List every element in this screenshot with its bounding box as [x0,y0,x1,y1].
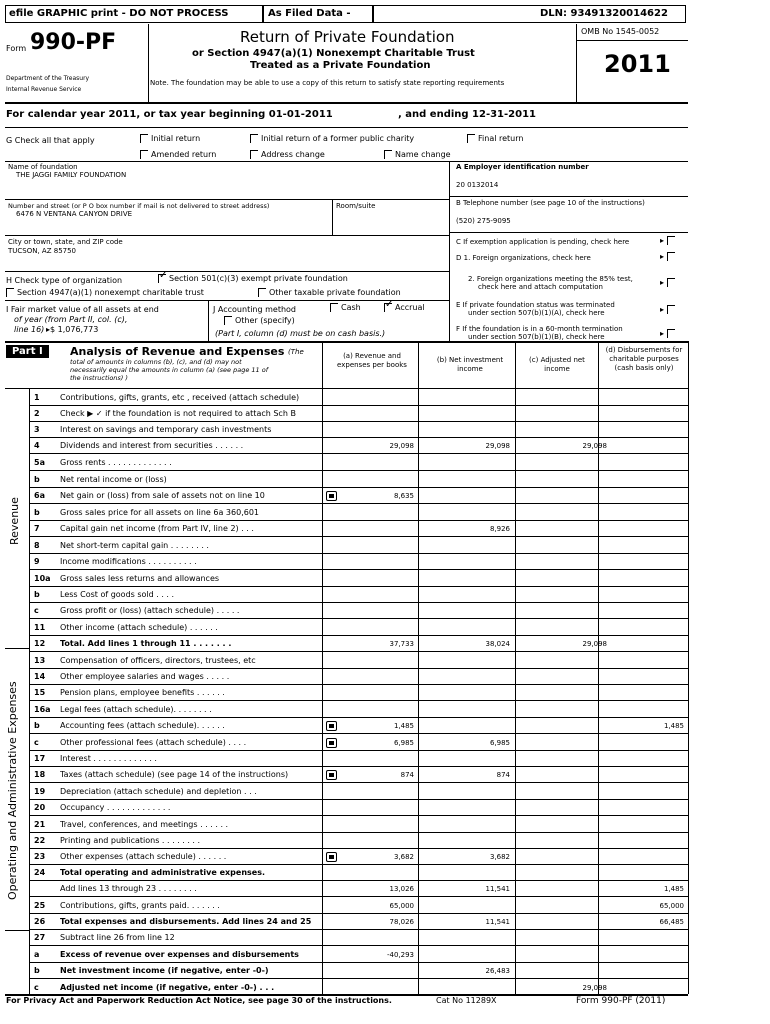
other-method-checkbox[interactable] [224,316,232,325]
line-number: 25 [34,901,46,910]
amount-col-b: 26,483 [485,967,510,975]
amount-col-b: 874 [496,771,510,779]
line-label: Less Cost of goods sold . . . . [60,590,175,599]
g-name-change[interactable]: Name change [384,150,451,160]
dept-treasury: Department of the Treasury [6,75,90,82]
part1-badge: Part I [6,345,49,358]
g-amended-return[interactable]: Amended return [140,150,216,160]
row-divider [29,962,688,963]
fair-market-value: ▸$ 1,076,773 [46,325,99,334]
form-prefix: Form [6,44,27,53]
i-label-3: line 16) [14,325,45,334]
line-number: 1 [34,393,40,402]
tax-year: 2011 [604,50,671,78]
line-label: Legal fees (attach schedule). . . . . . . . [60,705,212,714]
line-label: Travel, conferences, and meetings . . . . . . [60,820,229,829]
row-divider [29,750,688,751]
city-label: City or town, state, and ZIP code [8,238,123,246]
amount-col-c: 29,098 [582,442,607,450]
e-label-1: E If private foundation status was terminated [456,301,615,309]
part1-desc-1: total of amounts in columns (b), (c), and (d) may not [70,358,242,366]
form-note: Note. The foundation may be able to use a copy of this return to satisfy state reporting requirements [150,79,505,87]
line-label: Net rental income or (loss) [60,475,167,484]
line-label: Total expenses and disbursements. Add lines 24 and 25 [60,917,312,926]
filed-label: As Filed Data - [268,8,351,19]
row-divider [29,405,688,406]
row-divider [29,602,688,603]
line-label: Contributions, gifts, grants, etc , received (attach schedule) [60,393,300,402]
h-4947[interactable]: Section 4947(a)(1) nonexempt charitable trust [6,288,204,298]
line-number: 26 [34,917,46,926]
line-number: 13 [34,656,46,665]
j-accrual[interactable]: ✓ Accrual [384,303,425,313]
row-divider [29,651,688,652]
row-divider [29,978,688,979]
amount-col-a: 8,635 [393,492,414,500]
row-divider [29,799,688,800]
line-number: 3 [34,425,40,434]
amount-col-d: 66,485 [659,918,684,926]
amount-col-d: 1,485 [663,722,684,730]
row-divider [29,913,688,914]
h-501c3[interactable]: ✓ Section 501(c)(3) exempt private foundation [158,274,348,284]
line-label: Other income (attach schedule) . . . . . . [60,623,218,632]
amount-col-a: -40,293 [386,951,414,959]
calendar-ending: , and ending 12-31-2011 [398,109,536,120]
part1-title-note: (The [288,348,304,356]
line-number: 8 [34,541,40,550]
initial-return-checkbox[interactable] [140,134,148,143]
line-number: 15 [34,688,46,697]
row-divider [29,848,688,849]
line-label: Compensation of officers, directors, trustees, etc [60,656,256,665]
e-label-2: under section 507(b)(1)(A), check here [468,309,605,317]
line-label: Pension plans, employee benefits . . . . . . [60,688,225,697]
column-a-header: (a) Revenue and expenses per books [337,352,407,369]
foundation-name: THE JAGGI FAMILY FOUNDATION [16,171,127,179]
footer-cat: Cat No 11289X [436,996,497,1005]
telephone-value: (520) 275-9095 [456,217,511,225]
line-number: b [34,475,40,484]
row-divider [29,700,688,701]
row-divider [29,896,688,897]
line-label: Dividends and interest from securities . . . . . . [60,441,244,450]
part1-title: Analysis of Revenue and Expenses [70,345,285,358]
street-label: Number and street (or P O box number if mail is not delivered to street address) [8,202,270,210]
c-checkbox[interactable]: ▸ [660,236,678,246]
line-number: b [34,966,40,975]
ein-label: A Employer identification number [456,163,589,171]
line-label: Taxes (attach schedule) (see page 14 of the instructions) [60,770,289,779]
amount-col-d: 65,000 [659,902,684,910]
footer-privacy: For Privacy Act and Paperwork Reduction Act Notice, see page 30 of the instructions. [6,996,392,1005]
line-number: 11 [34,623,46,632]
row-divider [29,635,688,636]
c-label: C If exemption application is pending, check here [456,238,630,246]
column-d-header: (d) Disbursements for charitable purposes (cash basis only) [605,346,683,372]
row-divider [29,733,688,734]
501c3-checkbox[interactable] [158,274,166,283]
i-label-1: I Fair market value of all assets at end [6,305,159,314]
line-label: Income modifications . . . . . . . . . . [60,557,197,566]
line-label: Total. Add lines 1 through 11 . . . . . . . [60,639,232,648]
amount-col-a: 29,098 [389,442,414,450]
line-label: Depreciation (attach schedule) and depletion . . . [60,787,257,796]
room-label: Room/suite [336,202,376,210]
amount-col-b: 8,926 [489,525,510,533]
g-final-return[interactable]: Final return [467,134,523,144]
line-label: Other expenses (attach schedule) . . . . . . [60,852,227,861]
amount-col-a: 65,000 [389,902,414,910]
line-label: Accounting fees (attach schedule). . . . . . [60,721,225,730]
row-divider [29,832,688,833]
amount-col-a: 37,733 [389,640,414,648]
footer-form: Form 990-PF (2011) [576,996,666,1006]
g-initial-former[interactable]: Initial return of a former public charity [250,134,414,144]
row-divider [29,717,688,718]
line-number: 22 [34,836,46,845]
line-label: Excess of revenue over expenses and disbursements [60,950,299,959]
line-number: 18 [34,770,46,779]
row-divider [29,880,688,881]
dept-irs: Internal Revenue Service [6,86,82,93]
amount-col-a: 3,682 [393,853,414,861]
column-c-header: (c) Adjusted net income [529,356,585,373]
cash-checkbox[interactable] [330,303,338,312]
j-other[interactable]: Other (specify) [224,316,295,326]
column-b-header: (b) Net investment income [436,356,504,373]
telephone-label: B Telephone number (see page 10 of the instructions) [456,199,645,207]
f-label-1: F If the foundation is in a 60-month termination [456,325,623,333]
amount-col-a: 1,485 [393,722,414,730]
line-number: 24 [34,868,46,877]
g-address-change[interactable]: Address change [250,150,325,160]
row-divider [29,453,688,454]
row-divider [29,945,688,946]
line-number: 10a [34,574,51,583]
f-label-2: under section 507(b)(1)(B), check here [468,333,605,341]
row-divider [29,553,688,554]
line-number: 20 [34,803,46,812]
line-label: Gross sales price for all assets on line 6a 360,601 [60,508,260,517]
line-label: Interest on savings and temporary cash investments [60,425,272,434]
line-number: 7 [34,524,40,533]
d2-label-2: check here and attach computation [478,283,603,291]
part1-desc-2: necessarily equal the amounts in column (a) (see page 11 of [70,366,269,374]
h-other-taxable[interactable]: Other taxable private foundation [258,288,401,298]
line-number: c [34,983,39,992]
row-divider [29,421,688,422]
line-number: 9 [34,557,40,566]
d2-checkbox[interactable]: ▸ [660,278,678,288]
i-label-2: of year (from Part II, col. (c), [14,315,128,324]
row-divider [29,766,688,767]
expenses-side-label: Operating and Administrative Expenses [6,681,19,900]
row-divider [29,929,688,930]
d1-label: D 1. Foreign organizations, check here [456,254,591,262]
d1-checkbox[interactable]: ▸ [660,252,678,262]
j-cash[interactable]: Cash [330,303,361,313]
j-note: (Part I, column (d) must be on cash basis.) [215,329,386,338]
revenue-side-label: Revenue [8,497,21,545]
amount-col-b: 29,098 [485,442,510,450]
row-divider [29,569,688,570]
e-checkbox[interactable]: ▸ [660,305,678,315]
form-title: Return of Private Foundation [240,28,455,46]
line-number: b [34,590,40,599]
row-divider [29,520,688,521]
line-number: 23 [34,852,46,861]
g-initial-return[interactable]: Initial return [140,134,200,144]
line-label: Occupancy . . . . . . . . . . . . . [60,803,171,812]
row-divider [29,782,688,783]
address-change-checkbox[interactable] [250,150,258,159]
ein-value: 20 0132014 [456,181,499,189]
line-label: Other professional fees (attach schedule) . . . . [60,738,247,747]
row-divider [29,487,688,488]
amount-col-a: 6,985 [393,739,414,747]
row-divider [29,437,688,438]
line-number: b [34,508,40,517]
line-label: Check ▶ ✓ if the foundation is not required to attach Sch B [60,409,296,418]
row-divider [29,618,688,619]
line-number: a [34,950,40,959]
row-divider [29,586,688,587]
amount-col-a: 13,026 [389,885,414,893]
line-number: c [34,738,39,747]
line-label: Add lines 13 through 23 . . . . . . . . [60,884,197,893]
amended-return-checkbox[interactable] [140,150,148,159]
line-number: 2 [34,409,40,418]
line-label: Gross profit or (loss) (attach schedule) . . . . . [60,606,240,615]
row-divider [29,470,688,471]
line-label: Contributions, gifts, grants paid. . . . . . . [60,901,220,910]
row-divider [29,864,688,865]
street-address: 6476 N VENTANA CANYON DRIVE [16,210,133,218]
name-change-checkbox[interactable] [384,150,392,159]
line-label: Interest . . . . . . . . . . . . . [60,754,157,763]
amount-col-a: 78,026 [389,918,414,926]
g-label: G Check all that apply [6,136,95,145]
other-taxable-checkbox[interactable] [258,288,266,297]
dln: DLN: 93491320014622 [540,8,668,19]
line-label: Capital gain net income (from Part IV, line 2) . . . [60,524,254,533]
row-divider [29,536,688,537]
line-label: Other employee salaries and wages . . . . . [60,672,230,681]
row-divider [29,503,688,504]
city-state-zip: TUCSON, AZ 85750 [8,247,77,255]
line-label: Net short-term capital gain . . . . . . . . [60,541,209,550]
f-checkbox[interactable]: ▸ [660,329,678,339]
foundation-name-label: Name of foundation [8,163,78,171]
line-number: 19 [34,787,46,796]
line-number: 17 [34,754,46,763]
amount-col-b: 11,541 [485,918,510,926]
line-label: Subtract line 26 from line 12 [60,933,175,942]
4947-checkbox[interactable] [6,288,14,297]
line-label: Net gain or (loss) from sale of assets not on line 10 [60,491,265,500]
final-return-checkbox[interactable] [467,134,475,143]
initial-former-checkbox[interactable] [250,134,258,143]
j-label: J Accounting method [213,305,297,314]
line-label: Printing and publications . . . . . . . . [60,836,201,845]
amount-col-c: 29,098 [582,640,607,648]
row-divider [29,668,688,669]
part1-desc-3: the instructions) ) [70,374,128,382]
line-label: Adjusted net income (if negative, enter -0-) . . . [60,983,275,992]
line-label: Net investment income (if negative, enter -0-) [60,966,269,975]
line-number: b [34,721,40,730]
amount-col-a: 874 [400,771,414,779]
h-label: H Check type of organization [6,276,123,285]
line-number: c [34,606,39,615]
amount-col-b: 38,024 [485,640,510,648]
amount-col-b: 11,541 [485,885,510,893]
line-number: 12 [34,639,46,648]
omb-number: OMB No 1545-0052 [581,27,660,36]
line-number: 16a [34,705,51,714]
line-number: 4 [34,441,40,450]
form-subtitle-2: Treated as a Private Foundation [250,60,431,71]
line-number: 27 [34,933,46,942]
line-label: Total operating and administrative expenses. [60,868,265,877]
form-subtitle-1: or Section 4947(a)(1) Nonexempt Charitable Trust [192,48,475,59]
line-number: 14 [34,672,46,681]
efile-label: efile GRAPHIC print - DO NOT PROCESS [9,8,229,19]
amount-col-d: 1,485 [663,885,684,893]
amount-col-b: 3,682 [489,853,510,861]
line-number: 21 [34,820,46,829]
line-number: 6a [34,491,45,500]
amount-col-b: 6,985 [489,739,510,747]
form-number: 990-PF [30,30,117,55]
row-divider [29,815,688,816]
amount-col-c: 29,098 [582,984,607,992]
calendar-year: For calendar year 2011, or tax year beginning 01-01-2011 [6,109,333,120]
line-number: 5a [34,458,45,467]
line-label: Gross sales less returns and allowances [60,574,220,583]
d2-label-1: 2. Foreign organizations meeting the 85% test, [468,275,633,283]
line-label: Gross rents . . . . . . . . . . . . . [60,458,172,467]
row-divider [29,684,688,685]
accrual-checkbox[interactable] [384,303,392,312]
